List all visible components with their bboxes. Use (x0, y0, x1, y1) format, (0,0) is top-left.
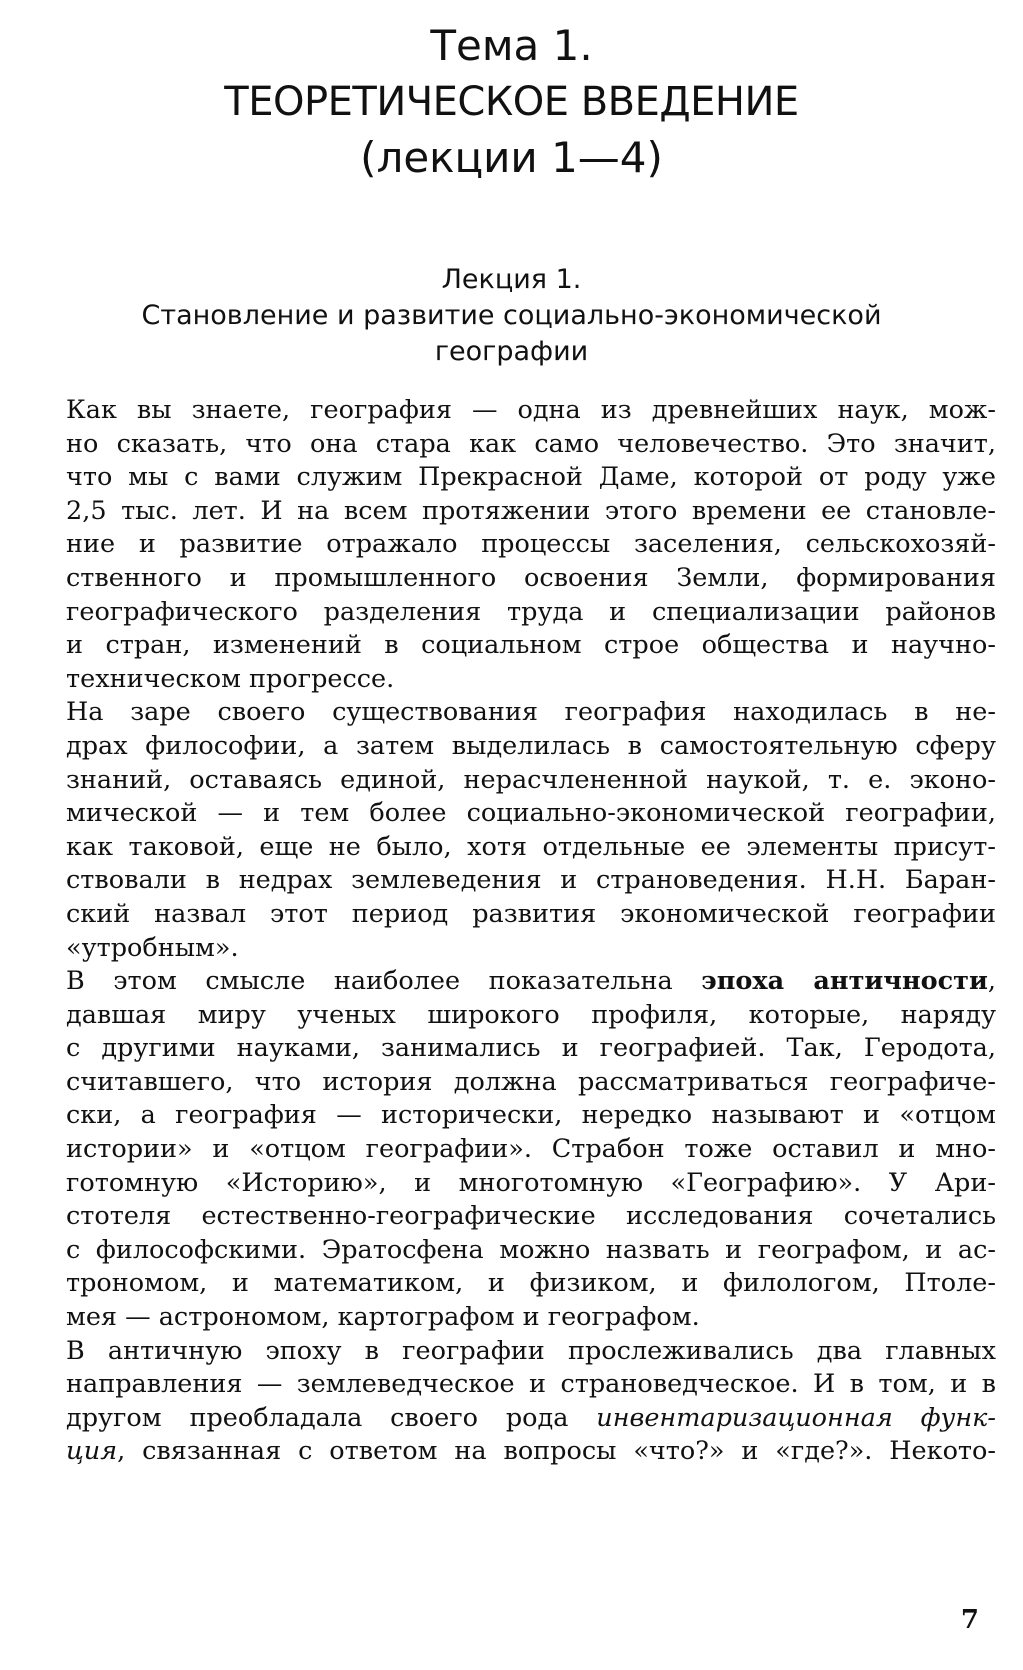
paragraph-1-line: но сказать, что она стара как само человечество. Это значит, (66, 428, 996, 459)
page-number: 7 (960, 1605, 979, 1635)
topic-number: Тема 1. (430, 21, 593, 70)
paragraph-1-line: Как вы знаете, география — одна из древнейших наук, мож- (66, 395, 996, 425)
bold-term: эпоха античности (701, 966, 988, 997)
paragraph-2-line: знаний, оставаясь единой, нерасчлененной наукой, т. е. эконо- (66, 764, 996, 795)
topic-subtitle: (лекции 1—4) (360, 133, 663, 182)
paragraph-4-line: ция, связанная с ответом на вопросы «что?» и «где?». Некото- (66, 1436, 996, 1467)
paragraph-2 (66, 696, 996, 965)
italic-term: ция (66, 1436, 118, 1467)
lecture-title-line-2: географии (434, 336, 589, 367)
paragraph-3 (66, 965, 996, 1335)
lecture-title-line-1: Становление и развитие социально-экономической (141, 300, 882, 331)
topic-title: ТЕОРЕТИЧЕСКОЕ ВВЕДЕНИЕ (224, 79, 799, 125)
paragraph-3-line: трономом, и математиком, и физиком, и филологом, Птоле- (66, 1268, 996, 1299)
paragraph-2-line: ский назвал этот период развития экономической географии (66, 898, 996, 929)
paragraph-1-line: ственного и промышленного освоения Земли, формирования (66, 562, 996, 593)
paragraph-2-line: На заре своего существования география находилась в не- (66, 697, 996, 728)
lecture-heading (60, 262, 963, 370)
paragraph-1-line: что мы с вами служим Прекрасной Даме, которой от роду уже (66, 462, 996, 493)
paragraph-1-line: 2,5 тыс. лет. И на всем протяжении этого времени ее становле- (66, 495, 996, 526)
paragraph-3-line: готомную «Историю», и многотомную «Географию». У Ари- (66, 1167, 996, 1198)
paragraph-4-line: В античную эпоху в географии прослеживались два главных (66, 1335, 996, 1366)
italic-term: инвентаризационная функ- (596, 1402, 996, 1433)
paragraph-3-line: считавшего, что история должна рассматриваться географиче- (66, 1066, 996, 1097)
paragraph-4-line: другом преобладала своего рода инвентаризационная функ- (66, 1402, 996, 1433)
paragraph-1-line: и стран, изменений в социальном строе общества и научно- (66, 630, 996, 661)
paragraph-4-line: направления — землеведческое и страноведческое. И в том, и в (66, 1369, 996, 1400)
paragraph-3-line: истории» и «отцом географии». Страбон тоже оставил и мно- (66, 1134, 996, 1165)
paragraph-3-line: давшая миру ученых широкого профиля, которые, наряду (66, 999, 996, 1030)
paragraph-2-line: драх философии, а затем выделилась в самостоятельную сферу (66, 730, 996, 761)
lecture-number: Лекция 1. (441, 264, 582, 295)
paragraph-2-line: мической — и тем более социально-экономической географии, (66, 798, 996, 829)
paragraph-2-line: как таковой, еще не было, хотя отдельные ее элементы присут- (66, 831, 996, 862)
paragraph-1-line: ние и развитие отражало процессы заселения, сельскохозяй- (66, 529, 996, 560)
topic-header (0, 18, 1023, 186)
paragraph-1 (66, 394, 996, 696)
paragraph-1-line: географического разделения труда и специализации районов (66, 596, 996, 627)
paragraph-3-line: ски, а география — исторически, нередко называют и «отцом (66, 1100, 996, 1131)
paragraph-3-line: с философскими. Эратосфена можно назвать и географом, и ас- (66, 1234, 996, 1265)
paragraph-3-line: стотеля естественно-географические исследования сочетались (66, 1201, 996, 1232)
paragraph-2-line: «утробным». (66, 932, 239, 963)
paragraph-3-line-1: В этом смысле наиболее показательна эпоха античности, (66, 966, 996, 997)
paragraph-1-line: техническом прогрессе. (66, 663, 395, 694)
paragraph-3-line: с другими науками, занимались и географией. Так, Геродота, (66, 1033, 996, 1064)
paragraph-4 (66, 1335, 996, 1469)
paragraph-2-line: ствовали в недрах землеведения и страноведения. Н.Н. Баран- (66, 865, 996, 896)
body-text (66, 394, 996, 1469)
paragraph-3-line: мея — астрономом, картографом и географом. (66, 1302, 700, 1333)
